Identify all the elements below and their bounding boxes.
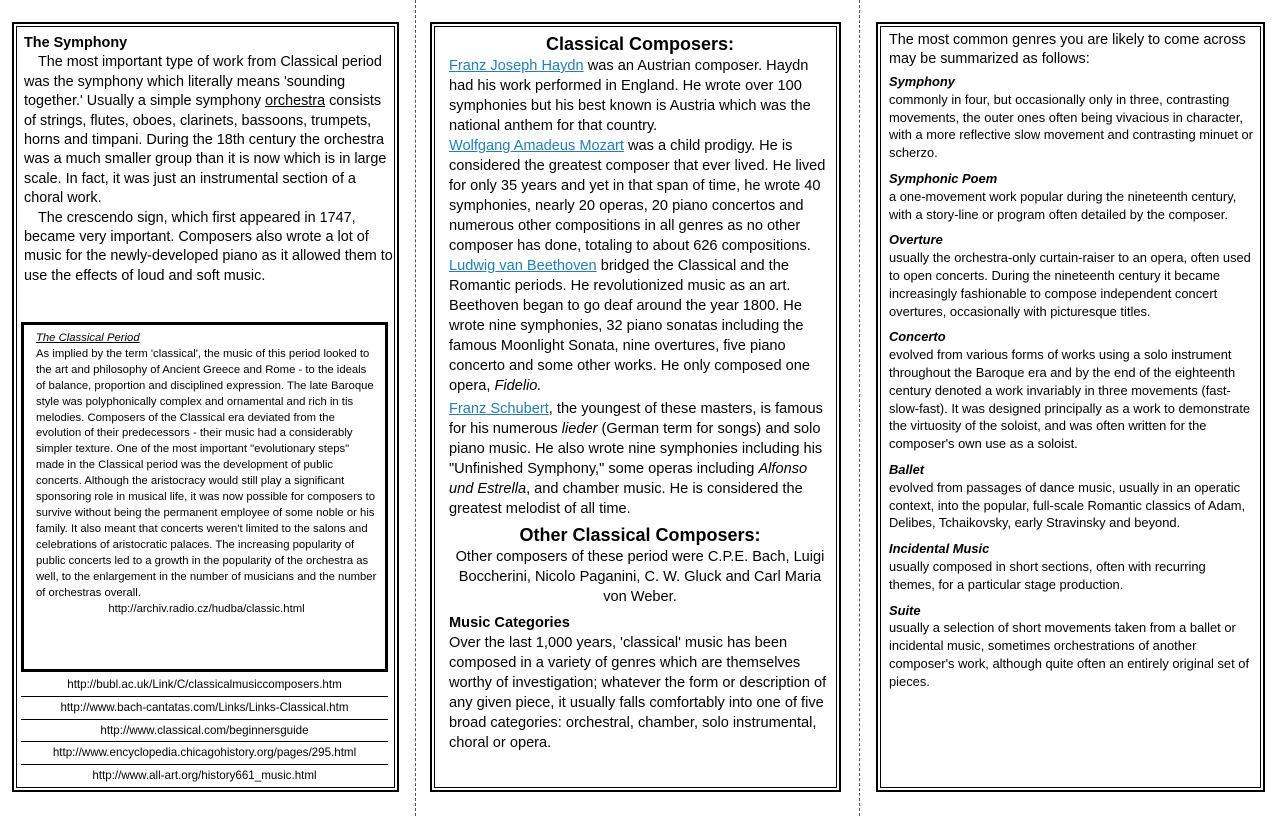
classical-period-title: The Classical Period	[36, 332, 140, 344]
genre-title: Incidental Music	[889, 541, 990, 557]
panel-genres	[876, 22, 1265, 792]
mozart-paragraph	[449, 136, 831, 256]
schubert-text-a: , the youngest of these masters, is famous for his numerous	[449, 401, 823, 437]
genre-description: usually the orchestra-only curtain-raiser to an opera, often used to open concerts. During the nineteenth century it became increasingly fashionable to compose independent concert overtures, occasionally with picturesque titles.	[889, 250, 1251, 319]
genre-title: Symphony	[889, 74, 955, 89]
schubert-text-c: , and chamber music. He is considered the greatest melodist of all time.	[449, 481, 803, 517]
schubert-link[interactable]: Franz Schubert	[449, 401, 549, 417]
other-composers-heading: Other Classical Composers:	[519, 525, 761, 545]
orchestra-term: orchestra	[265, 93, 326, 110]
reference-url: http://www.encyclopedia.chicagohistory.org/pages/295.html	[21, 742, 388, 765]
genres-intro: The most common genres you are likely to come across may be summarized as follows:	[889, 32, 1246, 67]
genre-overture	[889, 231, 1255, 320]
classical-period-text: As implied by the term 'classical', the music of this period looked to the art and philosophy of Ancient Greece and Rome - to the ideals of balance, proportion and disciplined expression. The late Baroque style was polyphonically complex and ornamental and rich in tis melodies. Composers of the Classical era deviated from the evolution of their predecessors - their music had a considerably simpler texture. One of the most important "evolutionary steps" made in the Classical period was the development of public concerts. Although the aristocracy would still play a significant sponsoring role in musical life, it was now possible for composers to survive without being the permanent employee of some noble or his family. It also meant that concerts weren't limited to the salons and celebrations of aristocratic palaces. The increasing popularity of public concerts led to a growth in the popularity of the orchestra as well, to the enlargement in the number of musicians and the number of orchestras overall.	[36, 347, 377, 599]
classical-period-box	[21, 322, 388, 672]
mozart-link[interactable]: Wolfgang Amadeus Mozart	[449, 138, 624, 154]
genre-ballet	[889, 461, 1255, 532]
genre-description: evolved from passages of dance music, usually in an operatic context, into the popular, full-scale Romantic classics of Adam, Delibes, Tchaikovsky, early Stravinsky and beyond.	[889, 479, 1246, 531]
symphony-section	[24, 34, 394, 286]
reference-url: http://www.classical.com/beginnersguide	[21, 720, 388, 743]
fold-line-right	[859, 0, 860, 816]
music-categories-heading: Music Categories	[449, 615, 570, 631]
genre-description: evolved from various forms of works using a solo instrument throughout the Baroque era and by the end of the eighteenth century denoted a work invariably in three movements (fast-slow-fast). It was designed principally as a work to demonstrate the virtuosity of the soloist, and was often written for the composer's own use as a soloist.	[889, 347, 1251, 452]
haydn-paragraph	[449, 56, 831, 136]
symphony-text-a: The most important type of work from Classical period was the symphony which literally means 'sounding together.' Usually a simple symphony	[24, 54, 382, 110]
mozart-text: was a child prodigy. He is considered the greatest composer that ever lived. He lived for only 35 years and yet in that span of time, he wrote 40 symphonies, nearly 20 operas, 20 piano concertos and numerous other compositions in all genres as no other composer has done, totaling to about 626 compositions.	[449, 138, 826, 254]
beethoven-text: bridged the Classical and the Romantic periods. He revolutionized music as an art. Beethoven began to go deaf around the year 1800. He wrote nine symphonies, 32 piano sonatas including the famous Moonlight Sonata, nine overtures, five piano concerto and some other works. He only composed one opera,	[449, 258, 810, 394]
genre-symphony	[889, 73, 1255, 162]
reference-url: http://bubl.ac.uk/Link/C/classicalmusiccomposers.htm	[21, 674, 388, 697]
panel-composers	[430, 22, 841, 792]
symphony-paragraph-2: The crescendo sign, which first appeared in 1747, became very important. Composers also wrote a lot of music for the newly-developed piano as it allowed them to use the effects of loud and soft music.	[24, 209, 393, 284]
haydn-text: was an Austrian composer. Haydn had his work performed in England. He wrote over 100 symphonies but his best known is Austria which was the national anthem for that country.	[449, 58, 811, 134]
schubert-paragraph	[449, 399, 831, 519]
beethoven-paragraph	[449, 256, 831, 396]
genre-symphonic-poem	[889, 170, 1255, 223]
genre-concerto	[889, 328, 1255, 453]
classical-composers-heading: Classical Composers:	[545, 34, 735, 54]
genre-description: usually a selection of short movements taken from a ballet or incidental music, sometimes orchestrations of another composer's work, although quite often an entirely original set of pieces.	[889, 620, 1250, 689]
schubert-text-b: (German term for songs) and solo piano music. He also wrote nine symphonies including his "Unfinished Symphony," some operas including	[449, 421, 823, 477]
other-composers-text: Other composers of these period were C.P.E. Bach, Luigi Boccherini, Nicolo Paganini, C. W. Gluck and Carl Maria von Weber.	[455, 549, 825, 605]
reference-url: http://www.all-art.org/history661_music.html	[92, 769, 317, 783]
genre-description: commonly in four, but occasionally only in three, contrasting movements, the outer ones often being vivacious in character, with a more reflective slow movement and contrasting minuet or scherzo.	[889, 91, 1253, 161]
genre-incidental-music	[889, 540, 1255, 593]
symphony-heading: The Symphony	[24, 35, 128, 51]
composers-section	[449, 32, 831, 753]
music-categories-text: Over the last 1,000 years, 'classical' music has been composed in a variety of genres which are themselves worthy of investigation; whatever the form or description of any given piece, it usually falls comfortably into one of five broad categories: orchestral, chamber, solo instrumental, choral or opera.	[449, 635, 827, 751]
reference-url-list	[21, 674, 388, 788]
genre-title: Overture	[889, 232, 943, 248]
genre-title: Suite	[889, 602, 921, 618]
fold-line-left	[415, 0, 416, 816]
genre-title: Concerto	[889, 329, 946, 345]
symphony-text-b: consists of strings, flutes, oboes, clarinets, bassoons, trumpets, horns and timpani. During the 18th century the orchestra was a much smaller group than it is now which is in large scale. In fact, it was just an instrumental section of a choral work.	[24, 93, 387, 207]
beethoven-opera: Fidelio.	[494, 378, 542, 394]
genre-description: a one-movement work popular during the nineteenth century, with a story-line or program often detailed by the composer.	[889, 188, 1237, 222]
lieder-term: lieder	[561, 421, 598, 437]
haydn-link[interactable]: Franz Joseph Haydn	[449, 58, 584, 74]
panel-symphony	[12, 22, 399, 792]
genre-suite	[889, 602, 1255, 691]
genre-description: usually composed in short sections, often with recurring themes, for a particular stage production.	[889, 558, 1206, 592]
reference-url: http://www.bach-cantatas.com/Links/Links-Classical.htm	[21, 697, 388, 720]
genre-title: Symphonic Poem	[889, 170, 998, 186]
beethoven-link[interactable]: Ludwig van Beethoven	[449, 258, 597, 274]
symphony-paragraph-1	[24, 53, 394, 208]
classical-period-url: http://archiv.radio.cz/hudba/classic.html	[108, 603, 305, 616]
schubert-opera: Alfonso und Estrella	[449, 461, 808, 497]
genre-title: Ballet	[889, 461, 925, 477]
genres-section	[889, 31, 1255, 699]
